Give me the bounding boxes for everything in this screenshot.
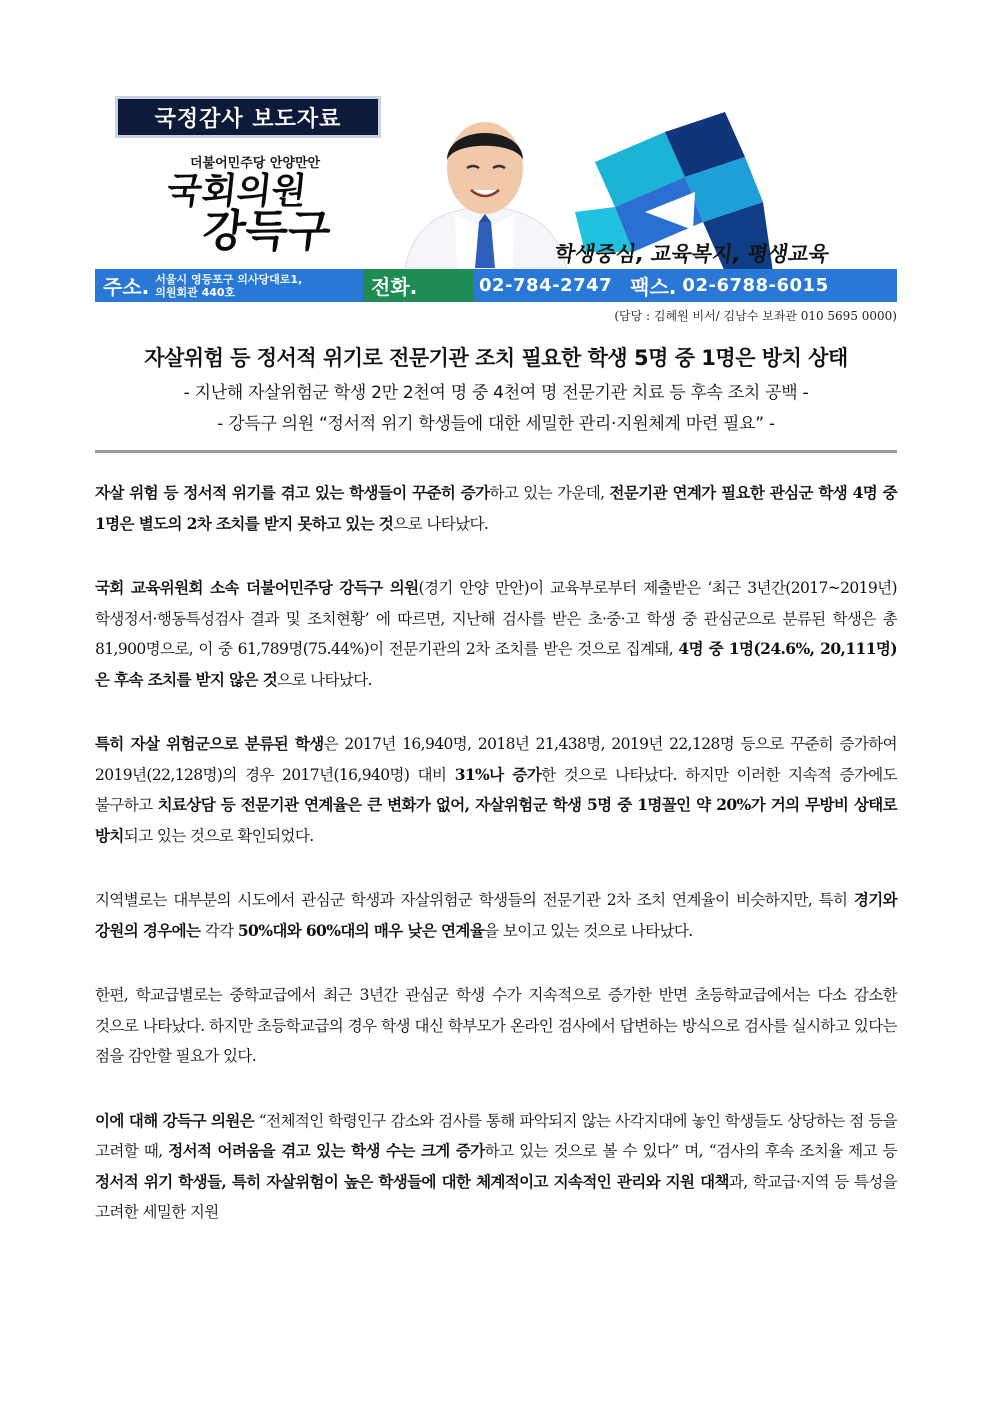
paragraph-1 — [95, 478, 897, 539]
phone-number: 02-784-2747 — [479, 275, 613, 296]
p4-bold-2: 50%대와 60%대의 매우 낮은 연계율 — [237, 920, 485, 940]
headline-subtitle-1: - 지난해 자살위험군 학생 2만 2천여 명 중 4천여 명 전문기관 치료 등 후속 조치 공백 - — [183, 383, 809, 403]
address-block — [95, 269, 363, 302]
p3-text-3: 되고 있는 것으로 확인되었다. — [123, 826, 314, 845]
address-line2: 의원회관 440호 — [155, 285, 236, 299]
p4-text-2: 각각 — [200, 921, 238, 940]
p3-bold-2: 31%나 증가 — [454, 764, 542, 784]
paragraph-4 — [95, 885, 897, 946]
fax-number: 02-6788-6015 — [682, 275, 829, 296]
p2-text-1: (경기 안양 만안)이 교육부로부터 제출받은 ‘최근 3년간(2017~2019년) 학생정서·행동특성검사 결과 및 조치현황’ 에 따르면, 지난해 검사를 받은 초·중·고 학생 중 관심군으로 분류된 학생은 총 81,900명으로, 이 중 61,789명(75.44%)이 전문기관의 2차 조치를 받은 것으로 집계돼, — [95, 579, 897, 658]
address-line1: 서울시 영등포구 의사당대로1, — [155, 272, 303, 286]
p6-bold-2: 정서적 어려움을 겪고 있는 학생 수는 크게 증가 — [168, 1141, 485, 1160]
address-text — [155, 273, 302, 299]
press-banner — [95, 92, 897, 304]
contact-person: (담당 : 김혜원 비서/ 김남수 보좌관 010 5695 0000) — [614, 309, 897, 323]
p6-text-2: 하고 있는 것으로 볼 수 있다” 며, “검사의 후속 조치율 제고 등 — [484, 1142, 897, 1160]
p1-text-1: 하고 있는 가운데, — [489, 484, 610, 502]
p3-bold-1: 특히 자살 위험군으로 분류된 학생 — [95, 734, 324, 753]
paragraph-5 — [95, 980, 897, 1072]
p2-text-2: 으로 나타났다. — [277, 670, 372, 689]
p1-text-2: 으로 나타났다. — [393, 514, 489, 533]
p6-text-3: 과, 학교급·지역 등 특성을 고려한 세밀한 지원 — [95, 1172, 898, 1221]
p4-text-3: 을 보이고 있는 것으로 나타났다. — [484, 921, 693, 940]
contact-bar — [95, 269, 897, 302]
lawmaker-portrait — [395, 110, 575, 268]
lawmaker-name: 강득구 — [200, 206, 334, 257]
address-label: 주소. — [103, 275, 150, 299]
p4-bold-1: 경기와 강원의 경우에는 — [95, 890, 897, 940]
p6-bold-3: 정서적 위기 학생들, 특히 자살위험이 높은 학생들에 대한 체계적이고 지속적인 관리와 지원 대책 — [95, 1171, 729, 1191]
paragraph-6 — [95, 1106, 897, 1228]
p3-bold-3: 치료상담 등 전문기관 연계율은 큰 변화가 없어, 자살위험군 학생 5명 중 1명꼴인 약 20%가 거의 무방비 상태로 방치 — [95, 795, 897, 845]
press-release-badge: 국정감사 보도자료 — [115, 96, 381, 138]
fax-label: 팩스. — [630, 275, 677, 299]
phone-label-block — [363, 269, 473, 302]
p1-bold-2: 전문기관 연계가 필요한 관심군 학생 4명 중 1명은 별도의 2차 조치를 받지 못하고 있는 것 — [95, 483, 898, 533]
p6-text-1: “전체적인 학령인구 감소와 검사를 통해 파악되지 않는 사각지대에 놓인 학생들도 상당하는 점 등을 고려할 때, — [95, 1111, 898, 1160]
headline-subtitle-2: - 강득구 의원 “정서적 위기 학생들에 대한 세밀한 관리·지원체계 마련 필요” - — [217, 414, 775, 434]
p1-bold-1: 자살 위험 등 정서적 위기를 겪고 있는 학생들이 꾸준히 증가 — [95, 483, 490, 502]
article-body — [95, 478, 897, 1262]
slogan: 학생중심, 교육복지, 평생교육 — [553, 242, 831, 266]
p5-text-1: 한편, 학교급별로는 중학교급에서 최근 3년간 관심군 학생 수가 지속적으로 증가한 반면 초등학교급에서는 다소 감소한 것으로 나타났다. 하지만 초등학교급의 경우 학생 대신 학부모가 온라인 검사에서 답변하는 방식으로 검사를 실시하고 있다는 점을 감안할 필요가 있다. — [95, 986, 897, 1065]
p4-text-1: 지역별로는 대부분의 시도에서 관심군 학생과 자살위험군 학생들의 전문기관 2차 조치 연계율이 비슷하지만, 특히 — [95, 891, 854, 909]
phone-label: 전화. — [371, 275, 418, 299]
party-label: 더불어민주당 안양만안 — [190, 156, 321, 171]
phone-fax-block — [473, 269, 897, 302]
lawmaker-role: 국회의원 — [165, 171, 309, 212]
p6-bold-1: 이에 대해 강득구 의원은 — [95, 1110, 255, 1130]
paragraph-3 — [95, 729, 897, 851]
p3-text-2: 한 것으로 나타났다. 하지만 이러한 지속적 증가에도 불구하고 — [95, 765, 897, 814]
divider — [95, 450, 897, 453]
p3-text-1: 은 2017년 16,940명, 2018년 21,438명, 2019년 22,128명 등으로 꾸준히 증가하여 2019년(22,128명)의 경우 2017년(16,940명) 대비 — [95, 735, 897, 784]
p2-bold-1: 국회 교육위원회 소속 더불어민주당 강득구 의원 — [95, 578, 419, 597]
lawmaker-title — [161, 171, 337, 257]
p2-bold-2: 4명 중 1명(24.6%, 20,111명)은 후속 조치를 받지 않은 것 — [95, 639, 897, 689]
paragraph-2 — [95, 573, 897, 695]
headline-block — [95, 342, 897, 434]
headline-title: 자살위험 등 정서적 위기로 전문기관 조치 필요한 학생 5명 중 1명은 방치 상태 — [144, 346, 848, 370]
